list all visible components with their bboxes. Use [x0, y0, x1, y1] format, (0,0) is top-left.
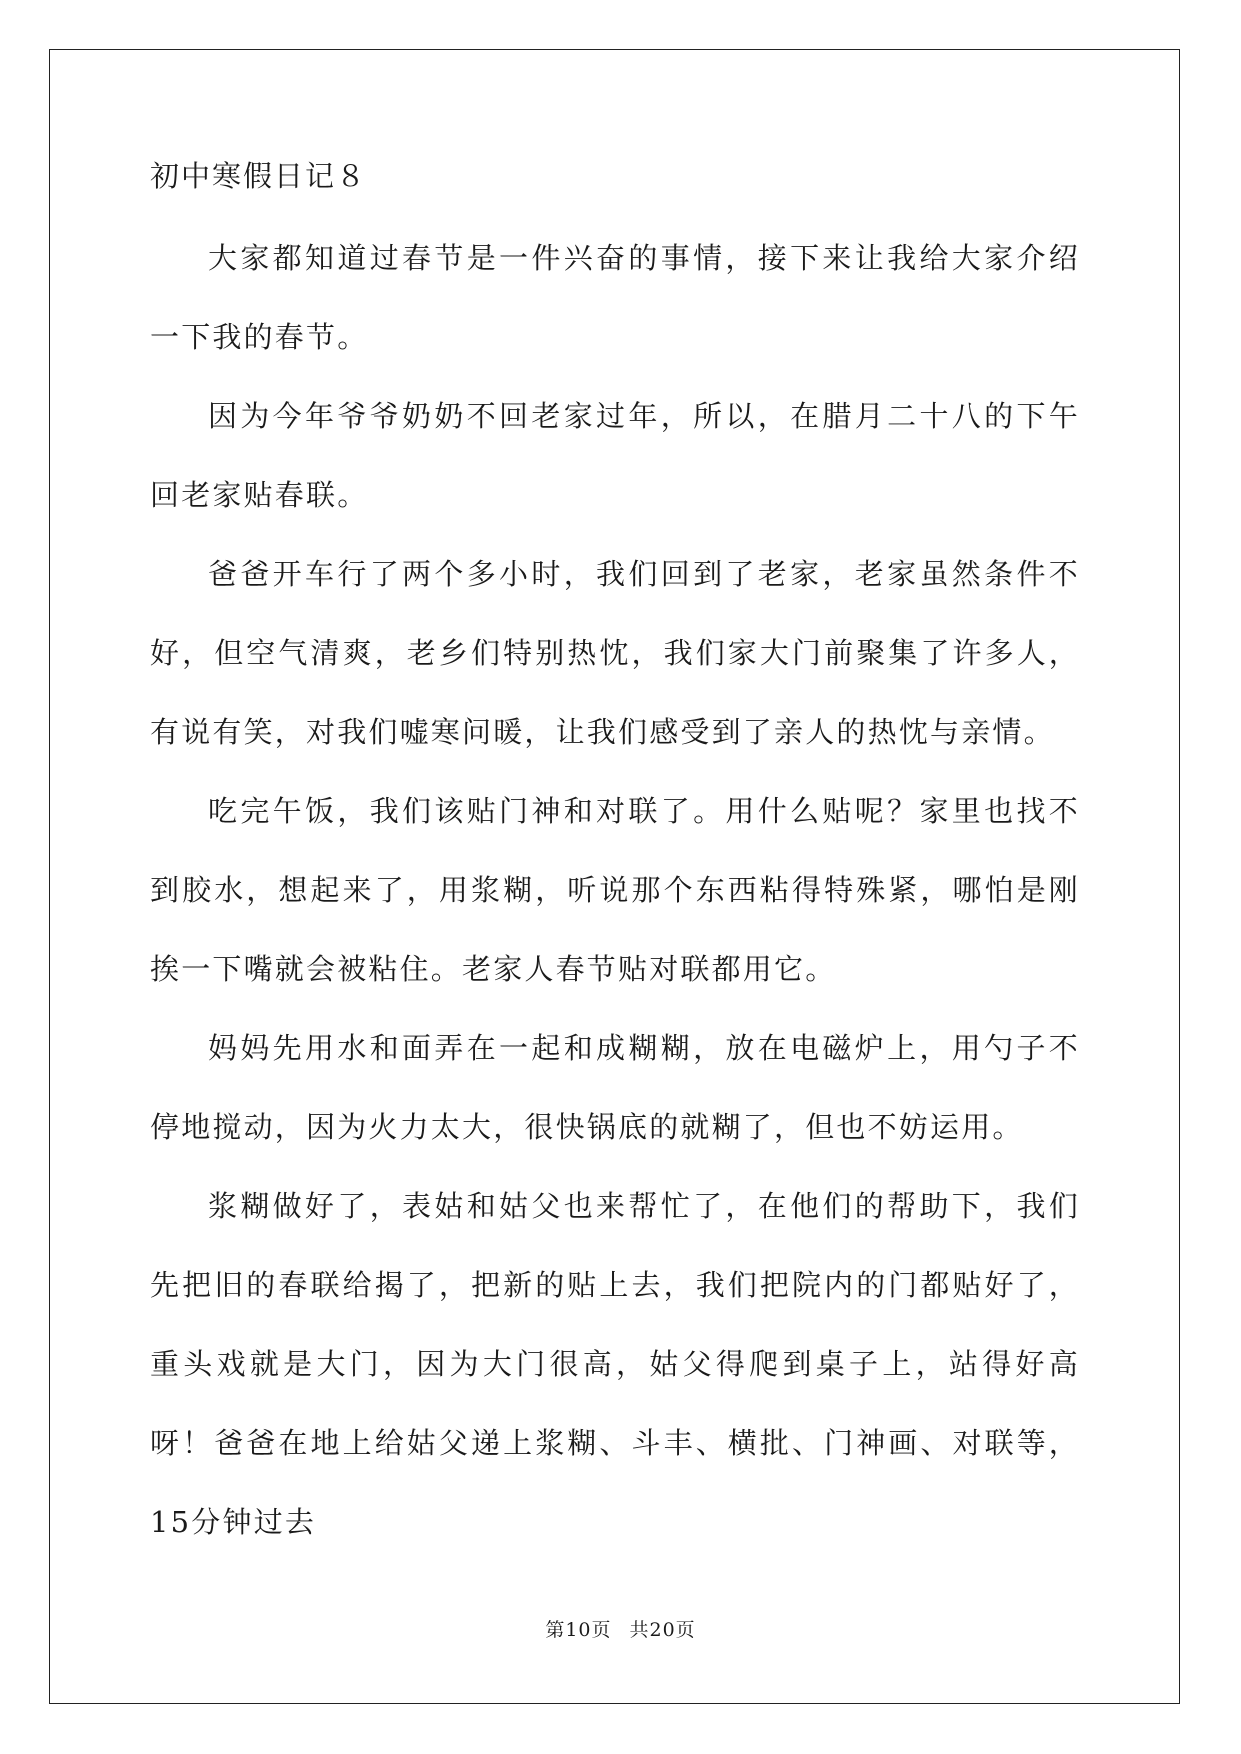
paragraph: 妈妈先用水和面弄在一起和成糊糊，放在电磁炉上，用勺子不停地搅动，因为火力太大，很快锅底的就糊了，但也不妨运用。	[150, 1031, 1080, 1144]
document-title: 初中寒假日记８	[150, 159, 368, 193]
document-body	[150, 160, 1080, 1562]
paragraph-list	[150, 219, 1080, 1562]
paragraph: 大家都知道过春节是一件兴奋的事情，接下来让我给大家介绍一下我的春节。	[150, 241, 1080, 354]
paragraph: 吃完午饭，我们该贴门神和对联了。用什么贴呢？家里也找不到胶水，想起来了，用浆糊，听说那个东西粘得特殊紧，哪怕是刚挨一下嘴就会被粘住。老家人春节贴对联都用它。	[150, 794, 1080, 986]
page-footer	[0, 1618, 1241, 1642]
paragraph: 爸爸开车行了两个多小时，我们回到了老家，老家虽然条件不好，但空气清爽，老乡们特别热忱，我们家大门前聚集了许多人，有说有笑，对我们嘘寒问暖，让我们感受到了亲人的热忱与亲情。	[150, 557, 1080, 749]
paragraph: 浆糊做好了，表姑和姑父也来帮忙了，在他们的帮助下，我们先把旧的春联给揭了，把新的贴上去，我们把院内的门都贴好了，重头戏就是大门，因为大门很高，姑父得爬到桌子上，站得好高呀！爸爸在地上给姑父递上浆糊、斗丰、横批、门神画、对联等，15分钟过去	[150, 1189, 1080, 1539]
page-total: 共20页	[629, 1619, 696, 1641]
paragraph: 因为今年爷爷奶奶不回老家过年，所以，在腊月二十八的下午回老家贴春联。	[150, 399, 1080, 512]
page-number: 第10页	[545, 1619, 612, 1641]
